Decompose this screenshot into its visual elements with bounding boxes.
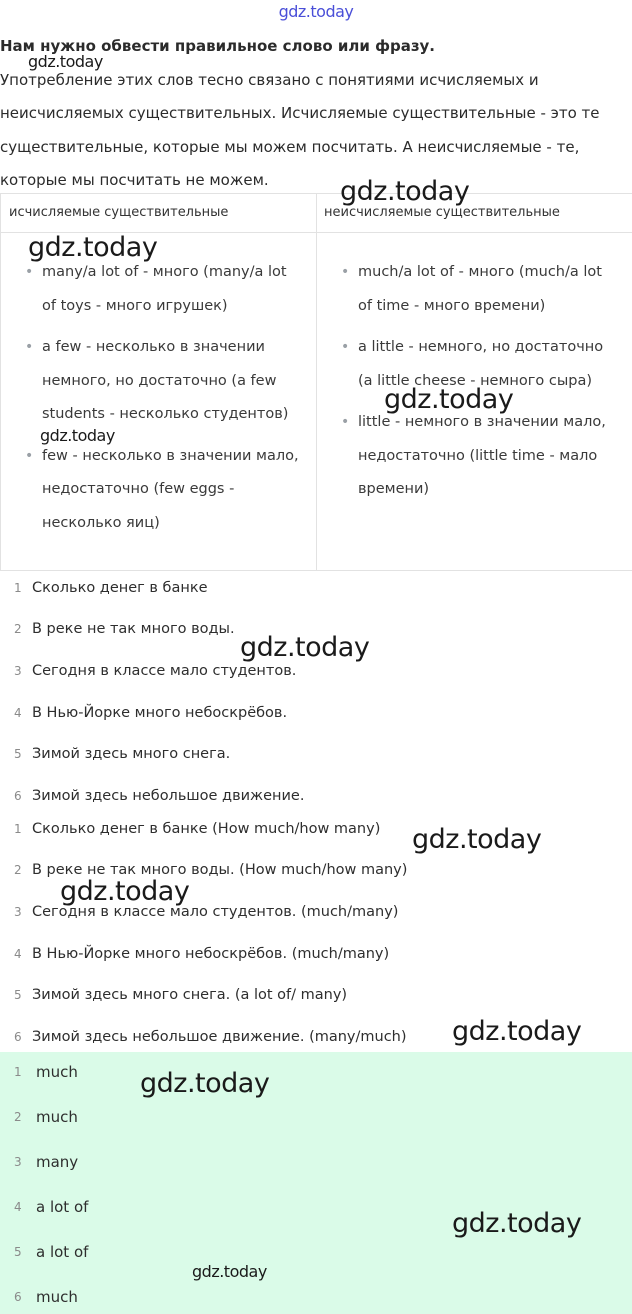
bullet-icon: • <box>25 339 34 355</box>
list-item: 6 Зимой здесь небольшое движение. <box>14 787 305 804</box>
watermark: gdz.today <box>192 1262 267 1281</box>
bullet-icon: • <box>341 414 350 430</box>
list-item: • a little - немного, но достаточно (a little cheese - немного сыра) <box>341 331 626 398</box>
header-uncountable: неисчисляемые существительные <box>324 205 560 220</box>
list-item: • much/a lot of - много (much/a lot of time - много времени) <box>341 256 626 323</box>
answer-item: 3 many <box>14 1152 79 1171</box>
bullet-icon: • <box>25 447 34 464</box>
intro-line: Употребление этих слов тесно связано с понятиями исчисляемых и <box>0 70 539 89</box>
list-item: 2 В реке не так много воды. (How much/how many) <box>14 862 408 879</box>
list-item: • little - немного в значении мало, недостаточно (little time - мало времени) <box>341 406 626 507</box>
watermark: gdz.today <box>40 426 115 445</box>
answer-item: 2 much <box>14 1107 78 1126</box>
list-item: 5 Зимой здесь много снега. (a lot of/ many) <box>14 987 348 1004</box>
watermark: gdz.today <box>60 876 190 907</box>
list-item: 5 Зимой здесь много снега. <box>14 746 231 763</box>
intro-line: неисчисляемых существительных. Исчисляемые существительные - это те <box>0 104 600 122</box>
watermark: gdz.today <box>340 176 470 207</box>
task-heading: Нам нужно обвести правильное слово или фразу. <box>0 37 436 55</box>
list-item: 1 Сколько денег в банке <box>14 579 208 596</box>
list-item: 4 В Нью-Йорке много небоскрёбов. <box>14 704 288 721</box>
watermark: gdz.today <box>28 52 103 71</box>
list-item: 6 Зимой здесь небольшое движение. (many/much) <box>14 1028 407 1045</box>
watermark: gdz.today <box>28 232 158 263</box>
list-item: 4 В Нью-Йорке много небоскрёбов. (much/many) <box>14 945 390 962</box>
watermark: gdz.today <box>384 384 514 415</box>
watermark: gdz.today <box>412 824 542 855</box>
watermark: gdz.today <box>240 632 370 663</box>
list-item: 3 Сегодня в классе мало студентов. (much/many) <box>14 903 399 920</box>
watermark: gdz.today <box>140 1068 270 1099</box>
list-item: 1 Сколько денег в банке (How much/how many) <box>14 820 381 837</box>
answer-item: 4 a lot of <box>14 1197 89 1216</box>
intro-line: существительные, которые мы можем посчитать. А неисчисляемые - те, <box>0 137 580 156</box>
bullet-icon: • <box>341 339 350 355</box>
list-item: • a few - несколько в значении немного, но достаточно (a few students - несколько студентов) <box>25 331 310 432</box>
list-item: • few - несколько в значении мало, недостаточно (few eggs - несколько яиц) <box>25 440 310 541</box>
site-logo[interactable]: gdz.today <box>278 2 354 21</box>
column-divider <box>316 194 317 570</box>
answers-block <box>0 1052 632 1314</box>
bullet-icon: • <box>341 264 350 280</box>
watermark: gdz.today <box>452 1208 582 1239</box>
list-item: 3 Сегодня в классе мало студентов. <box>14 662 297 679</box>
header-countable: исчисляемые существительные <box>9 205 229 220</box>
countable-column <box>25 256 310 548</box>
list-item: 2 В реке не так много воды. <box>14 621 235 638</box>
sentences-list <box>0 567 632 817</box>
answer-item: 5 a lot of <box>14 1242 89 1261</box>
intro-line: которые мы посчитать не можем. <box>0 171 269 189</box>
answer-item: 1 much <box>14 1062 78 1081</box>
watermark: gdz.today <box>452 1016 582 1047</box>
answer-item: 6 much <box>14 1287 78 1306</box>
bullet-icon: • <box>25 264 34 280</box>
list-item: • many/a lot of - много (many/a lot of toys - много игрушек) <box>25 256 310 323</box>
